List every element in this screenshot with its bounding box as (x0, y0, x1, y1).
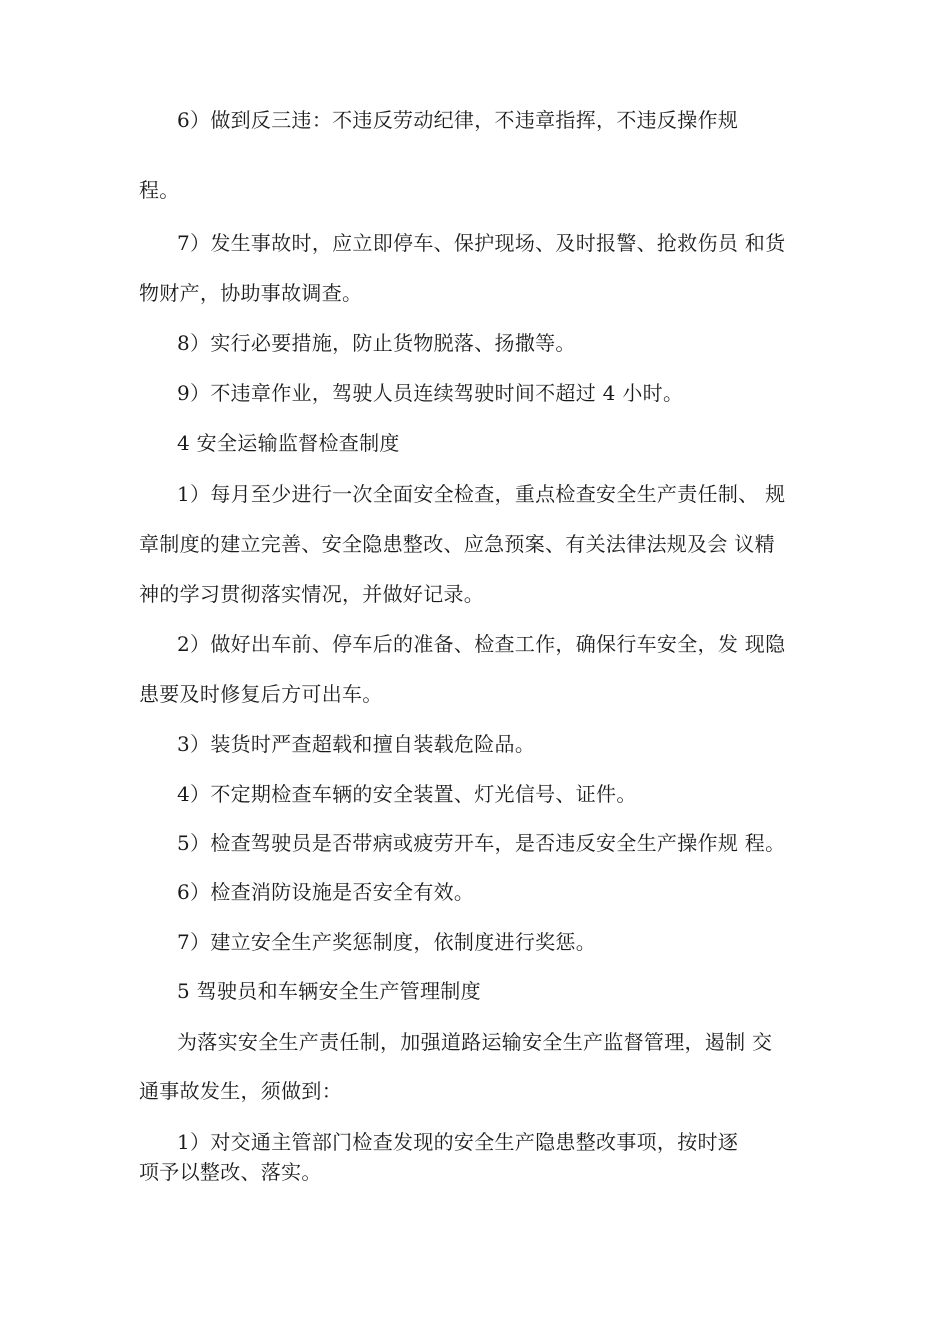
text-line: 章制度的建立完善、安全隐患整改、应急预案、有关法律法规及会 议精 (139, 532, 775, 556)
text-line: 程。 (139, 178, 180, 202)
section-heading: 4 安全运输监督检查制度 (177, 431, 400, 455)
text-line: 项予以整改、落实。 (139, 1160, 322, 1184)
text-line: 7）发生事故时，应立即停车、保护现场、及时报警、抢救伤员 和货 (177, 231, 786, 255)
text-line: 患要及时修复后方可出车。 (139, 682, 383, 706)
text-line: 1）每月至少进行一次全面安全检查，重点检查安全生产责任制、 规 (177, 482, 786, 506)
text-line: 为落实安全生产责任制，加强道路运输安全生产监督管理，遏制 交 (177, 1030, 773, 1054)
text-line: 4）不定期检查车辆的安全装置、灯光信号、证件。 (177, 782, 637, 806)
text-line: 2）做好出车前、停车后的准备、检查工作，确保行车安全，发 现隐 (177, 632, 786, 656)
text-line: 8）实行必要措施，防止货物脱落、扬撒等。 (177, 331, 576, 355)
text-line: 3）装货时严查超载和擅自装载危险品。 (177, 732, 536, 756)
text-line: 7）建立安全生产奖惩制度，依制度进行奖惩。 (177, 930, 597, 954)
text-line: 6）做到反三违：不违反劳动纪律，不违章指挥，不违反操作规 (177, 108, 739, 132)
text-line: 1）对交通主管部门检查发现的安全生产隐患整改事项，按时逐 (177, 1130, 739, 1154)
text-line: 6）检查消防设施是否安全有效。 (177, 880, 475, 904)
text-line: 通事故发生，须做到： (139, 1079, 342, 1103)
text-line: 物财产，协助事故调查。 (139, 281, 363, 305)
text-line: 5）检查驾驶员是否带病或疲劳开车，是否违反安全生产操作规 程。 (177, 831, 786, 855)
text-line: 神的学习贯彻落实情况，并做好记录。 (139, 582, 485, 606)
section-heading: 5 驾驶员和车辆安全生产管理制度 (177, 979, 481, 1003)
text-line: 9）不违章作业，驾驶人员连续驾驶时间不超过 4 小时。 (177, 381, 684, 405)
